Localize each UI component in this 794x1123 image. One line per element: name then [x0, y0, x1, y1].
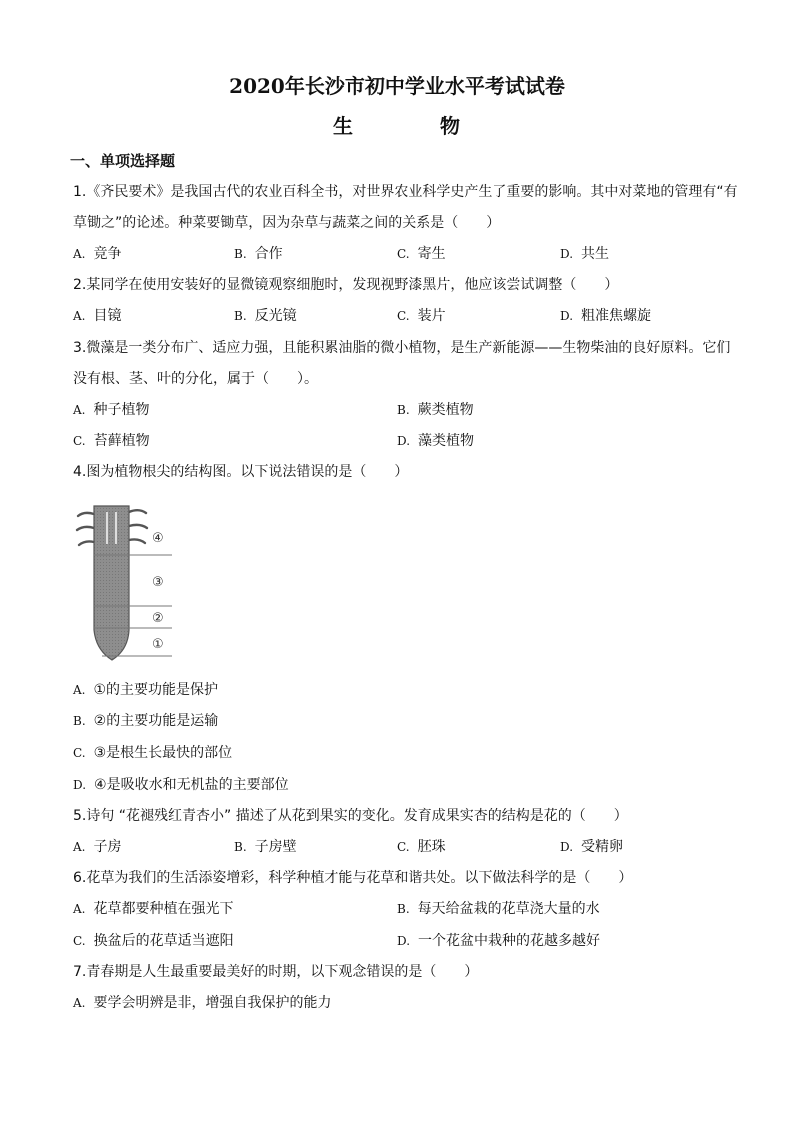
subject-char-2: 物 — [440, 114, 460, 138]
q7-line-1: 7.青春期是人生最重要最美好的时期，以下观念错误的是（ ） — [73, 964, 479, 980]
exam-title: 2020年长沙市初中学业水平考试试卷 — [229, 74, 565, 98]
label-region-1: ① — [152, 637, 164, 652]
section-heading: 一、单项选择题 — [70, 152, 176, 170]
q4-option-c[interactable]: C. ③是根生长最快的部位 — [73, 745, 233, 761]
q1-option-c[interactable]: C. 寄生 — [397, 246, 446, 262]
label-region-4: ④ — [152, 531, 164, 546]
q2-line-1: 2.某同学在使用安装好的显微镜观察细胞时，发现视野漆黑片，他应该尝试调整（ ） — [73, 277, 619, 293]
label-region-3: ③ — [152, 575, 164, 590]
q5-option-c[interactable]: C. 胚珠 — [397, 839, 446, 855]
q2-option-d[interactable]: D. 粗准焦螺旋 — [560, 308, 652, 324]
subject-char-1: 生 — [333, 114, 353, 138]
q5-option-d[interactable]: D. 受精卵 — [560, 839, 624, 855]
q7-option-a[interactable]: A. 要学会明辨是非，增强自我保护的能力 — [73, 995, 332, 1011]
q2-option-c[interactable]: C. 装片 — [397, 308, 446, 324]
q3-line-2: 没有根、茎、叶的分化，属于（ ）。 — [73, 371, 318, 387]
q6-option-d[interactable]: D. 一个花盆中栽种的花越多越好 — [397, 933, 601, 949]
q3-option-c[interactable]: C. 苔藓植物 — [73, 433, 150, 449]
q4-line-1: 4.图为植物根尖的结构图。以下说法错误的是（ ） — [73, 464, 409, 480]
q5-option-a[interactable]: A. 子房 — [73, 839, 122, 855]
q1-option-a[interactable]: A. 竞争 — [73, 246, 122, 262]
q3-option-b[interactable]: B. 蕨类植物 — [397, 402, 474, 418]
q1-line-1: 1.《齐民要术》是我国古代的农业百科全书，对世界农业科学史产生了重要的影响。其中对菜地的管理有“有 — [73, 184, 738, 200]
q5-option-b[interactable]: B. 子房壁 — [234, 839, 297, 855]
q3-line-1: 3.微藻是一类分布广、适应力强，且能积累油脂的微小植物，是生产新能源——生物柴油的良好原料。它们 — [73, 340, 731, 356]
q6-option-a[interactable]: A. 花草都要种植在强光下 — [73, 901, 234, 917]
root-tip-diagram — [72, 498, 182, 663]
q3-option-d[interactable]: D. 藻类植物 — [397, 433, 475, 449]
q6-option-b[interactable]: B. 每天给盆栽的花草浇大量的水 — [397, 901, 600, 917]
q4-option-b[interactable]: B. ②的主要功能是运输 — [73, 713, 219, 729]
q2-option-a[interactable]: A. 目镜 — [73, 308, 122, 324]
root-tip-figure — [72, 498, 182, 663]
q6-option-c[interactable]: C. 换盆后的花草适当遮阳 — [73, 933, 234, 949]
q1-option-b[interactable]: B. 合作 — [234, 246, 283, 262]
q2-option-b[interactable]: B. 反光镜 — [234, 308, 297, 324]
q6-line-1: 6.花草为我们的生活添姿增彩，科学种植才能与花草和谐共处。以下做法科学的是（ ） — [73, 870, 633, 886]
q4-option-a[interactable]: A. ①的主要功能是保护 — [73, 682, 219, 698]
q4-option-d[interactable]: D. ④是吸收水和无机盐的主要部位 — [73, 777, 289, 793]
q1-option-d[interactable]: D. 共生 — [560, 246, 610, 262]
root-body — [94, 506, 129, 660]
label-region-2: ② — [152, 611, 164, 626]
q5-line-1: 5.诗句 “花褪残红青杏小” 描述了从花到果实的变化。发育成果实杏的结构是花的（ ） — [73, 808, 628, 824]
q3-option-a[interactable]: A. 种子植物 — [73, 402, 150, 418]
q1-line-2: 草锄之”的论述。种菜要锄草，因为杂草与蔬菜之间的关系是（ ） — [73, 215, 501, 231]
